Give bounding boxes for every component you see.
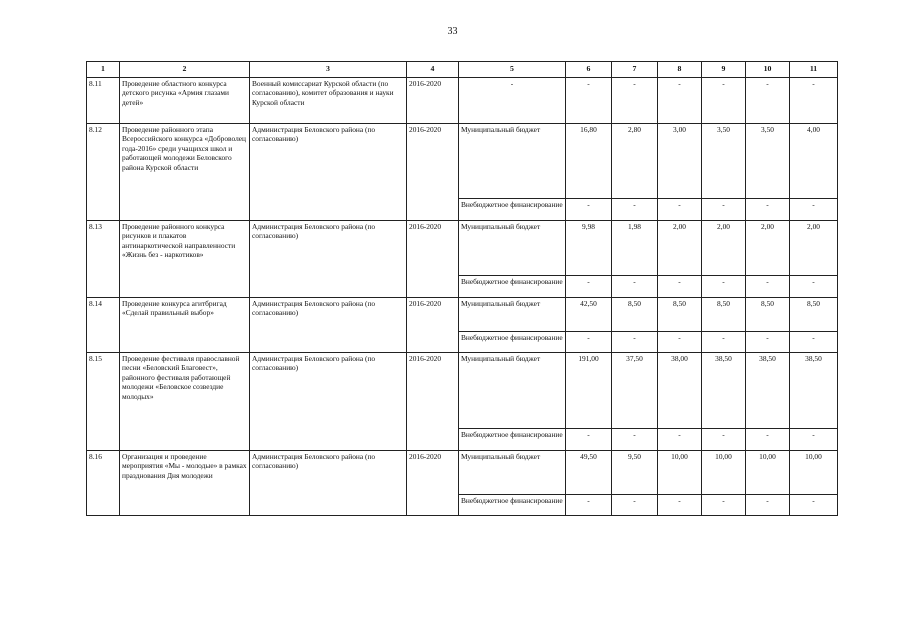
row-number: 8.14 bbox=[87, 298, 120, 353]
row-number: 8.16 bbox=[87, 451, 120, 516]
value-cell: - bbox=[746, 495, 790, 516]
header-cell: 6 bbox=[566, 62, 612, 78]
value-cell: - bbox=[702, 276, 746, 298]
value-cell: 49,50 bbox=[566, 451, 612, 495]
row-number: 8.13 bbox=[87, 221, 120, 298]
page-number: 33 bbox=[447, 26, 458, 37]
funding-source: Муниципальный бюджет bbox=[459, 124, 566, 199]
funding-source: Муниципальный бюджет bbox=[459, 298, 566, 332]
row-number: 8.15 bbox=[87, 353, 120, 451]
event-name: Проведение районного этапа Всероссийского конкурса «Доброволец года-2016» среди учащихся школ и работающей молодежи Беловского района Курской области bbox=[120, 124, 250, 221]
executor: Военный комиссариат Курской области (по согласованию), комитет образования и науки Курской области bbox=[250, 78, 407, 124]
value-cell: - bbox=[746, 429, 790, 451]
header-cell: 9 bbox=[702, 62, 746, 78]
event-name: Проведение фестиваля православной песни «Беловский Благовест», районного фестиваля работающей молодежи «Беловское созвездие молодых» bbox=[120, 353, 250, 451]
value-cell: 2,80 bbox=[612, 124, 658, 199]
value-cell: - bbox=[566, 332, 612, 353]
value-cell: 10,00 bbox=[746, 451, 790, 495]
value-cell: - bbox=[746, 276, 790, 298]
value-cell: - bbox=[790, 276, 838, 298]
header-cell: 5 bbox=[459, 62, 566, 78]
header-cell: 2 bbox=[120, 62, 250, 78]
value-cell: - bbox=[566, 78, 612, 124]
value-cell: 4,00 bbox=[790, 124, 838, 199]
funding-source: Муниципальный бюджет bbox=[459, 353, 566, 429]
funding-source: Внебюджетное финансирование bbox=[459, 429, 566, 451]
period: 2016-2020 bbox=[407, 451, 459, 516]
table-row bbox=[87, 124, 838, 199]
value-cell: - bbox=[746, 78, 790, 124]
value-cell: - bbox=[612, 276, 658, 298]
value-cell: - bbox=[746, 199, 790, 221]
value-cell: 10,00 bbox=[702, 451, 746, 495]
value-cell: - bbox=[790, 199, 838, 221]
value-cell: - bbox=[612, 429, 658, 451]
value-cell: - bbox=[566, 429, 612, 451]
value-cell: 10,00 bbox=[790, 451, 838, 495]
value-cell: - bbox=[658, 429, 702, 451]
value-cell: - bbox=[658, 78, 702, 124]
value-cell: - bbox=[702, 429, 746, 451]
value-cell: - bbox=[612, 78, 658, 124]
funding-source: Внебюджетное финансирование bbox=[459, 495, 566, 516]
value-cell: - bbox=[702, 199, 746, 221]
header-cell: 11 bbox=[790, 62, 838, 78]
value-cell: - bbox=[790, 429, 838, 451]
period: 2016-2020 bbox=[407, 78, 459, 124]
executor: Администрация Беловского района (по согласованию) bbox=[250, 298, 407, 353]
program-table bbox=[86, 61, 838, 516]
period: 2016-2020 bbox=[407, 221, 459, 298]
executor: Администрация Беловского района (по согласованию) bbox=[250, 451, 407, 516]
table-row bbox=[87, 451, 838, 495]
table-row bbox=[87, 353, 838, 429]
value-cell: - bbox=[658, 199, 702, 221]
value-cell: - bbox=[702, 332, 746, 353]
value-cell: 8,50 bbox=[702, 298, 746, 332]
header-cell: 3 bbox=[250, 62, 407, 78]
table-header-row bbox=[87, 62, 838, 78]
value-cell: 3,50 bbox=[702, 124, 746, 199]
value-cell: 2,00 bbox=[790, 221, 838, 276]
value-cell: 2,00 bbox=[658, 221, 702, 276]
period: 2016-2020 bbox=[407, 353, 459, 451]
value-cell: 9,50 bbox=[612, 451, 658, 495]
row-number: 8.12 bbox=[87, 124, 120, 221]
event-name: Проведение районного конкурса рисунков и плакатов антинаркотической направленности «Жизнь без - наркотиков» bbox=[120, 221, 250, 298]
value-cell: 8,50 bbox=[612, 298, 658, 332]
value-cell: 8,50 bbox=[658, 298, 702, 332]
executor: Администрация Беловского района (по согласованию) bbox=[250, 221, 407, 298]
value-cell: - bbox=[658, 332, 702, 353]
header-cell: 4 bbox=[407, 62, 459, 78]
value-cell: - bbox=[612, 199, 658, 221]
event-name: Проведение областного конкурса детского рисунка «Армия глазами детей» bbox=[120, 78, 250, 124]
table-row bbox=[87, 298, 838, 332]
value-cell: - bbox=[702, 495, 746, 516]
value-cell: - bbox=[566, 276, 612, 298]
funding-source: Муниципальный бюджет bbox=[459, 451, 566, 495]
value-cell: 10,00 bbox=[658, 451, 702, 495]
value-cell: 191,00 bbox=[566, 353, 612, 429]
value-cell: - bbox=[658, 276, 702, 298]
value-cell: 38,00 bbox=[658, 353, 702, 429]
funding-source: - bbox=[459, 78, 566, 124]
value-cell: - bbox=[790, 78, 838, 124]
value-cell: 38,50 bbox=[702, 353, 746, 429]
value-cell: 42,50 bbox=[566, 298, 612, 332]
executor: Администрация Беловского района (по согласованию) bbox=[250, 124, 407, 221]
funding-source: Внебюджетное финансирование bbox=[459, 332, 566, 353]
value-cell: 38,50 bbox=[790, 353, 838, 429]
header-cell: 7 bbox=[612, 62, 658, 78]
event-name: Организация и проведение мероприятия «Мы - молодые» в рамках празднования Дня молодежи bbox=[120, 451, 250, 516]
value-cell: - bbox=[612, 495, 658, 516]
value-cell: 1,98 bbox=[612, 221, 658, 276]
value-cell: 8,50 bbox=[746, 298, 790, 332]
value-cell: 2,00 bbox=[702, 221, 746, 276]
value-cell: - bbox=[702, 78, 746, 124]
table-row bbox=[87, 78, 838, 124]
executor: Администрация Беловского района (по согласованию) bbox=[250, 353, 407, 451]
value-cell: 8,50 bbox=[790, 298, 838, 332]
value-cell: 3,00 bbox=[658, 124, 702, 199]
value-cell: - bbox=[790, 332, 838, 353]
value-cell: - bbox=[746, 332, 790, 353]
header-cell: 1 bbox=[87, 62, 120, 78]
value-cell: - bbox=[566, 199, 612, 221]
value-cell: 2,00 bbox=[746, 221, 790, 276]
value-cell: - bbox=[790, 495, 838, 516]
header-cell: 10 bbox=[746, 62, 790, 78]
row-number: 8.11 bbox=[87, 78, 120, 124]
period: 2016-2020 bbox=[407, 298, 459, 353]
value-cell: 9,98 bbox=[566, 221, 612, 276]
value-cell: 37,50 bbox=[612, 353, 658, 429]
value-cell: 38,50 bbox=[746, 353, 790, 429]
event-name: Проведение конкурса агитбригад «Сделай правильный выбор» bbox=[120, 298, 250, 353]
header-cell: 8 bbox=[658, 62, 702, 78]
table-row bbox=[87, 221, 838, 276]
funding-source: Внебюджетное финансирование bbox=[459, 276, 566, 298]
period: 2016-2020 bbox=[407, 124, 459, 221]
funding-source: Муниципальный бюджет bbox=[459, 221, 566, 276]
value-cell: - bbox=[612, 332, 658, 353]
value-cell: - bbox=[566, 495, 612, 516]
value-cell: 3,50 bbox=[746, 124, 790, 199]
value-cell: 16,80 bbox=[566, 124, 612, 199]
funding-source: Внебюджетное финансирование bbox=[459, 199, 566, 221]
value-cell: - bbox=[658, 495, 702, 516]
